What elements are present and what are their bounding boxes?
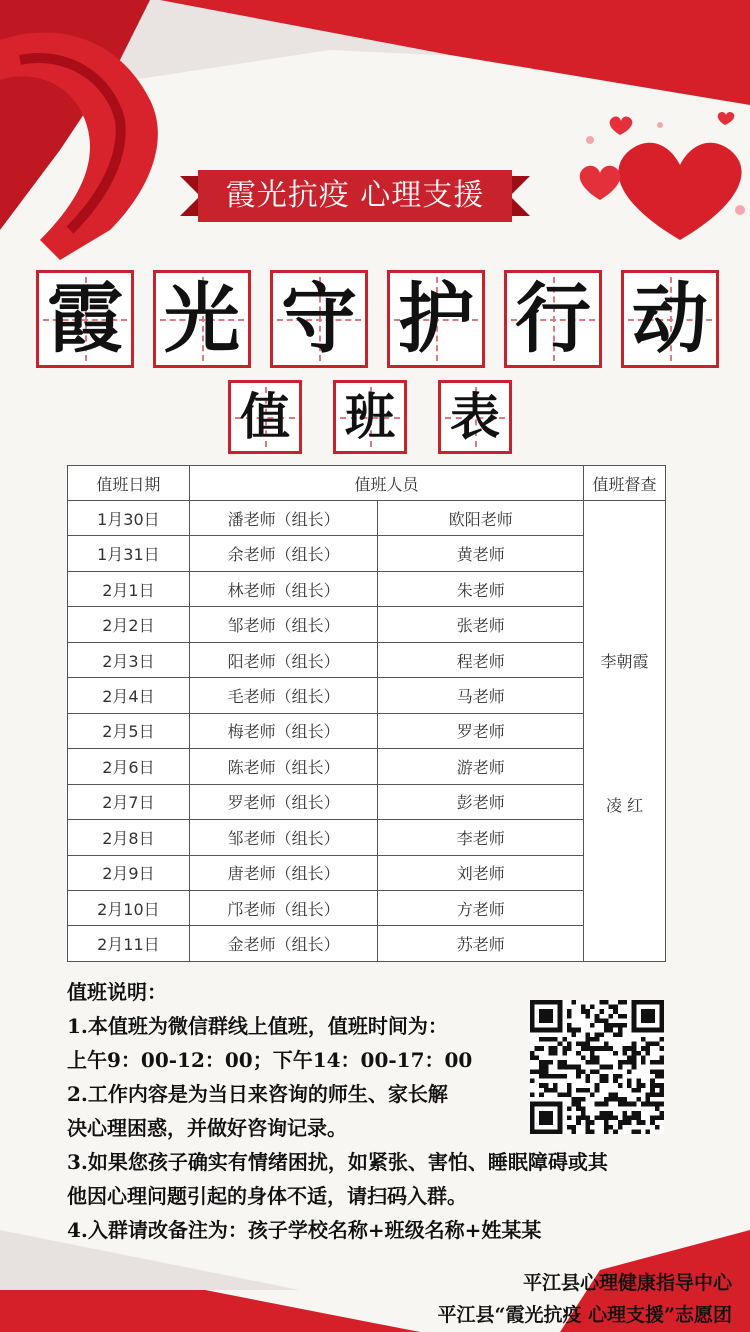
subtitle-char: 表	[450, 387, 500, 446]
table-row	[68, 642, 666, 677]
cell-leader: 邝老师（组长）	[189, 890, 378, 925]
cell-member: 马老师	[378, 678, 584, 713]
cell-leader: 陈老师（组长）	[189, 749, 378, 784]
notes-line: 决心理困惑，并做好咨询记录。	[67, 1116, 347, 1140]
title-char: 霞	[47, 274, 123, 363]
cell-member: 苏老师	[378, 926, 584, 962]
cell-date: 1月31日	[68, 536, 190, 571]
table-row	[68, 501, 666, 536]
cell-member: 方老师	[378, 890, 584, 925]
title-char: 守	[281, 274, 357, 363]
notes-line: 2.工作内容是为当日来咨询的师生、家长解	[67, 1082, 448, 1106]
table-header-row	[68, 466, 666, 501]
table-row	[68, 749, 666, 784]
notes-heading: 值班说明：	[67, 980, 167, 1004]
cell-leader: 金老师（组长）	[189, 926, 378, 962]
cell-leader: 潘老师（组长）	[189, 501, 378, 536]
notes-line: 上午9：00-12：00；下午14：00-17：00	[67, 1048, 473, 1072]
notes-line: 1.本值班为微信群线上值班，值班时间为：	[67, 1014, 448, 1038]
title-char-box	[270, 270, 368, 368]
title-char: 行	[515, 274, 591, 363]
main-title	[36, 270, 720, 374]
cell-leader: 罗老师（组长）	[189, 784, 378, 819]
cell-member: 欧阳老师	[378, 501, 584, 536]
title-char-box	[621, 270, 719, 368]
cell-member: 李老师	[378, 820, 584, 855]
cell-leader: 邹老师（组长）	[189, 820, 378, 855]
cell-member: 罗老师	[378, 713, 584, 748]
cell-leader: 阳老师（组长）	[189, 642, 378, 677]
supervisor-name: 李朝霞	[600, 652, 649, 671]
title-char: 动	[632, 274, 708, 363]
header-date: 值班日期	[68, 466, 190, 501]
cell-leader: 梅老师（组长）	[189, 713, 378, 748]
table-row	[68, 784, 666, 819]
cell-date: 2月6日	[68, 749, 190, 784]
table-row	[68, 536, 666, 571]
cell-date: 2月9日	[68, 855, 190, 890]
title-char-box	[36, 270, 134, 368]
duty-table	[67, 465, 666, 962]
header-supervisor: 值班督查	[584, 466, 666, 501]
title-char: 光	[164, 274, 240, 363]
table-row	[68, 855, 666, 890]
cell-date: 2月10日	[68, 890, 190, 925]
cell-date: 2月1日	[68, 571, 190, 606]
cell-member: 朱老师	[378, 571, 584, 606]
cell-date: 2月7日	[68, 784, 190, 819]
subtitle-char: 值	[240, 387, 290, 446]
cell-leader: 林老师（组长）	[189, 571, 378, 606]
qr-code[interactable]	[530, 1000, 664, 1134]
cell-member: 黄老师	[378, 536, 584, 571]
subtitle-char-box	[438, 380, 512, 454]
cell-date: 2月4日	[68, 678, 190, 713]
footer-org-2: 平江县“霞光抗疫 心理支援”志愿团	[437, 1304, 732, 1326]
cell-member: 彭老师	[378, 784, 584, 819]
subtitle-char: 班	[345, 387, 395, 446]
cell-leader: 余老师（组长）	[189, 536, 378, 571]
cell-date: 2月8日	[68, 820, 190, 855]
table-row	[68, 678, 666, 713]
cell-leader: 邹老师（组长）	[189, 607, 378, 642]
cell-date: 1月30日	[68, 501, 190, 536]
cell-date: 2月2日	[68, 607, 190, 642]
cell-date: 2月3日	[68, 642, 190, 677]
notes-line: 4.入群请改备注为：孩子学校名称+班级名称+姓某某	[67, 1218, 542, 1242]
supervisor-name: 凌 红	[606, 796, 644, 815]
table-row	[68, 713, 666, 748]
subtitle-char-box	[228, 380, 302, 454]
table-row	[68, 820, 666, 855]
notes-line: 他因心理问题引起的身体不适，请扫码入群。	[67, 1184, 467, 1208]
banner-title: 霞光抗疫 心理支援	[225, 178, 485, 213]
cell-member: 张老师	[378, 607, 584, 642]
table-row	[68, 926, 666, 962]
cell-member: 程老师	[378, 642, 584, 677]
title-char-box	[387, 270, 485, 368]
title-char-box	[504, 270, 602, 368]
notes-line: 3.如果您孩子确实有情绪困扰，如紧张、害怕、睡眠障碍或其	[67, 1150, 608, 1174]
table-row	[68, 607, 666, 642]
cell-date: 2月5日	[68, 713, 190, 748]
cell-leader: 唐老师（组长）	[189, 855, 378, 890]
cell-supervisor	[584, 501, 666, 962]
cell-date: 2月11日	[68, 926, 190, 962]
subtitle	[228, 380, 518, 458]
title-char: 护	[398, 274, 474, 363]
header-staff: 值班人员	[189, 466, 583, 501]
cell-member: 游老师	[378, 749, 584, 784]
title-char-box	[153, 270, 251, 368]
table-row	[68, 890, 666, 925]
subtitle-char-box	[333, 380, 407, 454]
footer-org-1: 平江县心理健康指导中心	[522, 1272, 732, 1294]
table-row	[68, 571, 666, 606]
hearts-decoration	[560, 110, 750, 250]
cell-leader: 毛老师（组长）	[189, 678, 378, 713]
cell-member: 刘老师	[378, 855, 584, 890]
